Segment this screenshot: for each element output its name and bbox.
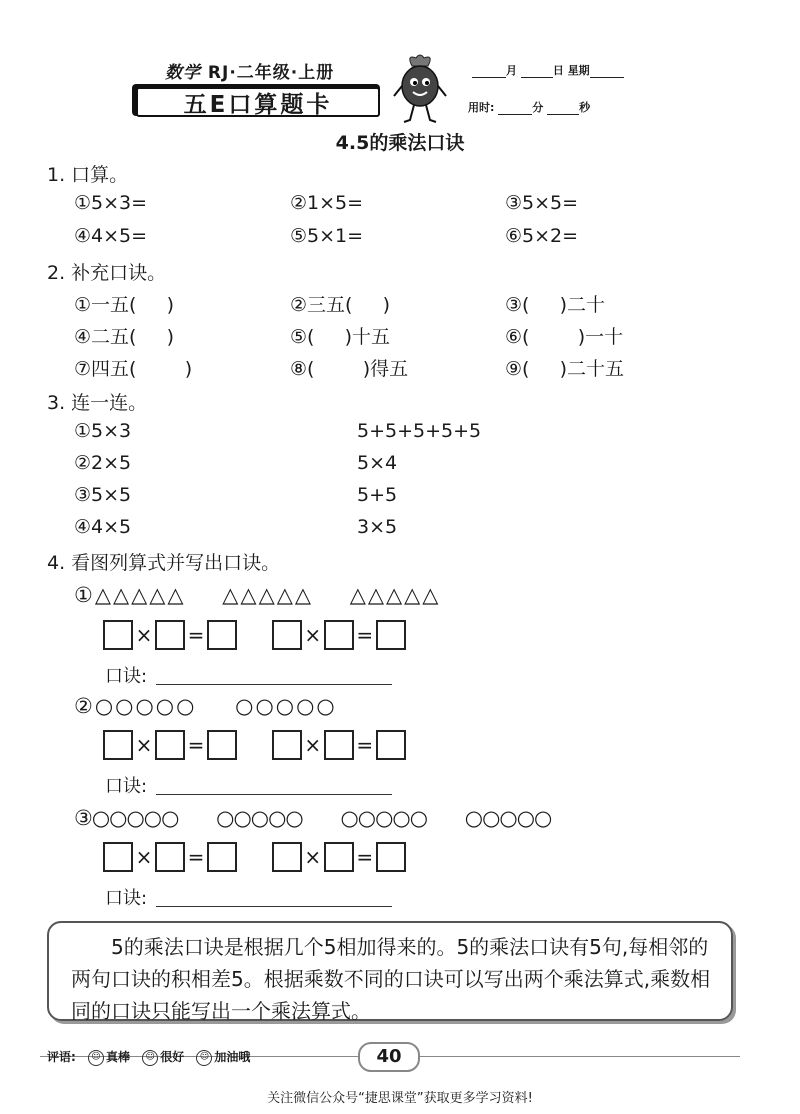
q2-item: ④二五( ) <box>74 326 175 348</box>
answer-box[interactable] <box>324 620 354 650</box>
times-sign: × <box>304 845 322 869</box>
minute-label: 分 <box>532 101 544 114</box>
promo-text: 关注微信公众号“捷思课堂”获取更多学习资料! <box>267 1091 533 1106</box>
q3-right-item[interactable]: 5×4 <box>357 452 398 474</box>
day-blank[interactable] <box>521 65 553 78</box>
q4-number: ② <box>74 694 95 718</box>
answer-box[interactable] <box>272 842 302 872</box>
answer-box[interactable] <box>103 842 133 872</box>
equals-sign: = <box>187 845 205 869</box>
q1-item: ⑤5×1= <box>290 225 364 247</box>
q3-left-item[interactable]: ②2×5 <box>74 452 132 474</box>
subject-grade: RJ·二年级·上册 <box>201 63 335 83</box>
eval-option[interactable]: 加油哦 <box>214 1050 251 1064</box>
time-row <box>468 99 590 115</box>
subject-script: 数学 <box>165 63 201 83</box>
eval-label: 评语: <box>47 1050 76 1064</box>
equals-sign: = <box>187 733 205 757</box>
triangle-group: △△△△△ <box>94 583 186 607</box>
q1-item: ④4×5= <box>74 225 148 247</box>
circle-group: ○○○○○ <box>464 806 552 830</box>
q2-item: ③( )二十 <box>505 294 606 316</box>
q1-heading: 1. 口算。 <box>47 164 129 186</box>
answer-box[interactable] <box>155 620 185 650</box>
answer-box[interactable] <box>272 730 302 760</box>
q1-item: ⑥5×2= <box>505 225 579 247</box>
q2-item: ⑥( )一十 <box>505 326 624 348</box>
q3-left-item[interactable]: ③5×5 <box>74 484 132 506</box>
q2-item: ②三五( ) <box>290 294 391 316</box>
weekday-label: 星期 <box>567 64 590 77</box>
answer-box[interactable] <box>103 730 133 760</box>
times-sign: × <box>135 623 153 647</box>
smile-face-icon[interactable]: ☺ <box>142 1050 158 1066</box>
circle-group: ○○○○○ <box>216 806 303 830</box>
answer-box[interactable] <box>207 842 237 872</box>
q3-right-item[interactable]: 5+5+5+5+5 <box>357 420 482 442</box>
equals-sign: = <box>356 733 374 757</box>
circle-group: ○○○○○ <box>340 806 428 830</box>
page-title: 4.5的乘法口诀 <box>335 132 465 154</box>
q2-item: ①一五( ) <box>74 294 175 316</box>
q3-heading: 3. 连一连。 <box>47 392 148 414</box>
answer-box[interactable] <box>324 842 354 872</box>
times-sign: × <box>304 623 322 647</box>
q3-left-item[interactable]: ④4×5 <box>74 516 132 538</box>
q2-item: ⑧( )得五 <box>290 358 409 380</box>
evaluation-row <box>47 1048 250 1066</box>
koujue-line[interactable] <box>156 906 392 907</box>
answer-box[interactable] <box>376 620 406 650</box>
q1-item: ①5×3= <box>74 192 148 214</box>
q1-item: ②1×5= <box>290 192 364 214</box>
tip-text: 5的乘法口诀是根据几个5相加得来的。5的乘法口诀有5句,每相邻的两句口诀的积相差5。根据乘数不同的口诀可以写出两个乘法算式,乘数相同的口诀只能写出一个乘法算式。 <box>71 935 711 1023</box>
triangle-group: △△△△△ <box>349 583 441 607</box>
koujue-label: 口诀: <box>105 666 148 687</box>
koujue-label: 口诀: <box>105 776 148 797</box>
subject-label <box>165 58 334 83</box>
equation-row <box>103 730 406 760</box>
month-label: 月 <box>506 64 517 77</box>
answer-box[interactable] <box>207 620 237 650</box>
minute-blank[interactable] <box>498 102 532 115</box>
q2-heading: 2. 补充口诀。 <box>47 262 167 284</box>
weekday-blank[interactable] <box>590 65 624 78</box>
equals-sign: = <box>356 623 374 647</box>
banner-title: 五E口算题卡 <box>136 87 380 117</box>
q4-number: ① <box>74 583 95 607</box>
q1-item: ③5×5= <box>505 192 579 214</box>
answer-box[interactable] <box>155 730 185 760</box>
eval-option[interactable]: 真棒 <box>106 1050 131 1064</box>
equals-sign: = <box>187 623 205 647</box>
page-number: 40 <box>358 1042 420 1072</box>
q4-heading: 4. 看图列算式并写出口诀。 <box>47 552 281 574</box>
answer-box[interactable] <box>324 730 354 760</box>
q2-item: ⑦四五( ) <box>74 358 193 380</box>
second-blank[interactable] <box>547 102 579 115</box>
times-sign: × <box>135 845 153 869</box>
q3-right-item[interactable]: 5+5 <box>357 484 398 506</box>
answer-box[interactable] <box>376 730 406 760</box>
second-label: 秒 <box>579 101 591 114</box>
q4-shapes-row-2 <box>74 694 337 718</box>
q4-shapes-row-1 <box>74 583 440 607</box>
cheer-face-icon[interactable]: ☺ <box>196 1050 212 1066</box>
answer-box[interactable] <box>272 620 302 650</box>
q3-left-item[interactable]: ①5×3 <box>74 420 132 442</box>
answer-box[interactable] <box>103 620 133 650</box>
eval-option[interactable]: 很好 <box>160 1050 185 1064</box>
q3-right-item[interactable]: 3×5 <box>357 516 398 538</box>
tip-box <box>47 921 733 1021</box>
q2-item: ⑤( )十五 <box>290 326 391 348</box>
answer-box[interactable] <box>155 842 185 872</box>
times-sign: × <box>304 733 322 757</box>
koujue-line[interactable] <box>156 794 392 795</box>
q4-shapes-row-3 <box>74 806 551 830</box>
times-sign: × <box>135 733 153 757</box>
koujue-line[interactable] <box>156 684 392 685</box>
day-label: 日 <box>552 64 564 77</box>
answer-box[interactable] <box>376 842 406 872</box>
equation-row <box>103 620 406 650</box>
circle-group: ○○○○○ <box>94 694 197 718</box>
equation-row <box>103 842 406 872</box>
mascot-icon <box>392 52 448 124</box>
time-label: 用时: <box>468 101 495 114</box>
month-blank[interactable] <box>472 65 506 78</box>
triangle-group: △△△△△ <box>222 583 314 607</box>
q2-item: ⑨( )二十五 <box>505 358 625 380</box>
q4-number: ③ <box>74 806 92 830</box>
answer-box[interactable] <box>207 730 237 760</box>
koujue-label: 口诀: <box>105 888 148 909</box>
date-row <box>472 62 624 78</box>
grin-face-icon[interactable]: ☺ <box>88 1050 104 1066</box>
equals-sign: = <box>356 845 374 869</box>
circle-group: ○○○○○ <box>235 694 337 718</box>
circle-group: ○○○○○ <box>91 806 179 830</box>
